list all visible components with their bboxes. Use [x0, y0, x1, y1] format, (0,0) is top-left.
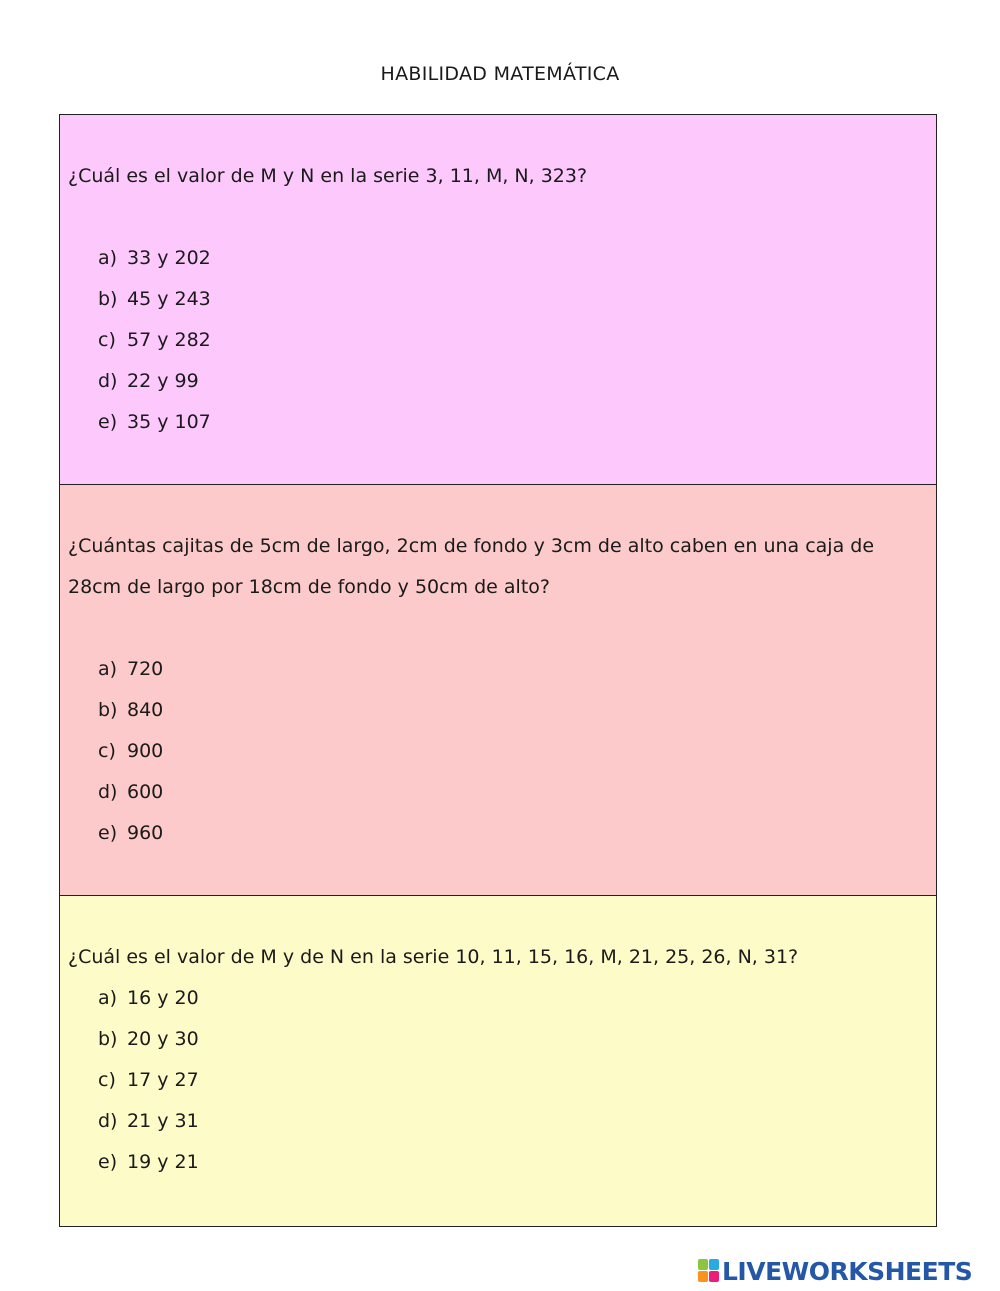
option-d[interactable]	[98, 1101, 930, 1142]
option-b[interactable]	[98, 690, 930, 731]
option-text: 20 y 30	[127, 1028, 199, 1050]
option-text: 720	[127, 658, 164, 680]
option-c[interactable]	[98, 320, 930, 361]
option-text: 33 y 202	[127, 247, 211, 269]
option-text: 16 y 20	[127, 987, 199, 1009]
option-letter: d)	[98, 370, 118, 392]
option-text: 840	[127, 699, 164, 721]
liveworksheets-logo[interactable]	[698, 1256, 972, 1286]
option-letter: d)	[98, 1110, 118, 1132]
page-title: HABILIDAD MATEMÁTICA	[380, 63, 620, 85]
question-3-options	[68, 978, 930, 1183]
worksheet	[59, 114, 937, 1227]
option-text: 960	[127, 822, 164, 844]
logo-text: LIVEWORKSHEETS	[722, 1256, 973, 1286]
option-letter: a)	[98, 658, 118, 680]
option-a[interactable]	[98, 238, 930, 279]
question-2-text: ¿Cuántas cajitas de 5cm de largo, 2cm de fondo y 3cm de alto caben en una caja de 28cm de largo por 18cm de fondo y 50cm de alto?	[68, 535, 875, 598]
option-letter: a)	[98, 247, 118, 269]
question-1-options	[68, 238, 930, 443]
option-b[interactable]	[98, 279, 930, 320]
option-text: 57 y 282	[127, 329, 211, 351]
option-letter: b)	[98, 288, 118, 310]
question-3-box	[60, 896, 936, 1226]
option-letter: e)	[98, 411, 118, 433]
option-letter: c)	[98, 740, 116, 762]
option-text: 22 y 99	[127, 370, 199, 392]
option-text: 600	[127, 781, 164, 803]
option-e[interactable]	[98, 1142, 930, 1183]
option-d[interactable]	[98, 772, 930, 813]
option-a[interactable]	[98, 978, 930, 1019]
option-text: 17 y 27	[127, 1069, 199, 1091]
option-text: 19 y 21	[127, 1151, 199, 1173]
option-d[interactable]	[98, 361, 930, 402]
option-text: 35 y 107	[127, 411, 211, 433]
option-c[interactable]	[98, 1060, 930, 1101]
option-text: 45 y 243	[127, 288, 211, 310]
option-e[interactable]	[98, 402, 930, 443]
liveworksheets-logo-icon	[698, 1259, 720, 1283]
option-letter: b)	[98, 1028, 118, 1050]
option-letter: c)	[98, 1069, 116, 1091]
option-text: 21 y 31	[127, 1110, 199, 1132]
option-letter: e)	[98, 822, 118, 844]
option-letter: b)	[98, 699, 118, 721]
question-1-box	[60, 115, 936, 485]
option-text: 900	[127, 740, 164, 762]
option-letter: d)	[98, 781, 118, 803]
question-1-text: ¿Cuál es el valor de M y N en la serie 3, 11, M, N, 323?	[68, 165, 588, 187]
option-c[interactable]	[98, 731, 930, 772]
option-a[interactable]	[98, 649, 930, 690]
option-letter: e)	[98, 1151, 118, 1173]
question-2-options	[68, 649, 930, 854]
option-letter: a)	[98, 987, 118, 1009]
option-e[interactable]	[98, 813, 930, 854]
option-letter: c)	[98, 329, 116, 351]
question-3-text: ¿Cuál es el valor de M y de N en la serie 10, 11, 15, 16, M, 21, 25, 26, N, 31?	[68, 946, 799, 968]
option-b[interactable]	[98, 1019, 930, 1060]
question-2-box	[60, 485, 936, 896]
